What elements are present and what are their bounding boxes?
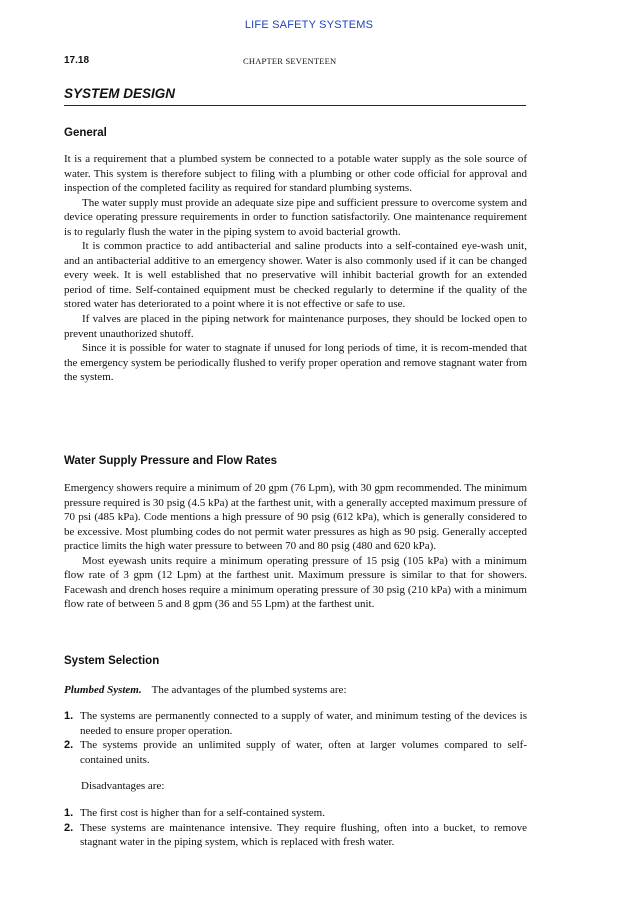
- heading-water-supply: Water Supply Pressure and Flow Rates: [64, 455, 278, 467]
- list-text: These systems are maintenance intensive. They require flushing, often into a bucket, to remove stagnant water in the piping system, which is replaced with fresh water.: [80, 821, 527, 849]
- page-number: 17.18: [64, 55, 90, 66]
- paragraph: Since it is possible for water to stagnate if unused for long periods of time, it is recom-mended that the emergency system be periodically flushed to verify proper operation and remove stagnant water from the system.: [64, 342, 527, 384]
- subhead-text: The advantages of the plumbed systems are:: [151, 684, 347, 696]
- section-rule: [64, 105, 526, 106]
- list-number: 1.: [64, 710, 74, 722]
- chapter-label: CHAPTER SEVENTEEN: [243, 56, 337, 66]
- paragraph: Emergency showers require a minimum of 20 gpm (76 Lpm), with 30 gpm recommended. The minimum pressure required is 30 psig (4.5 kPa) at the farthest unit, with a generally accepted maximum pressure of 70 psi (485 kPa). Code mentions a high pressure of 90 psig (612 kPa), which is generally considered to be excessive. Most plumbing codes do not permit water pressures as high as 90 psig. Generally accepted practice limits the high water pressure to between 70 and 80 psig (480 and 620 kPa).: [64, 482, 527, 553]
- list-number: 2.: [64, 821, 74, 834]
- plumbed-system-subhead: [64, 684, 527, 696]
- paragraph: It is common practice to add antibacterial and saline products into a self-contained eye-wash unit, and an antibacterial additive to an emergency shower. Water is also commonly used if it can be changed every week. It is well established that no preservative will inhibit bacterial growth for an extended period of time. Self-contained equipment must be checked regularly to determine if the quality of the stored water has deteriorated to a point where it is not effective or safe to use.: [64, 240, 527, 311]
- advantages-list: [64, 709, 527, 767]
- subhead-label: Plumbed System.: [64, 684, 142, 696]
- running-head: LIFE SAFETY SYSTEMS: [244, 19, 374, 31]
- list-item: [64, 821, 527, 850]
- list-number: 1.: [64, 807, 74, 819]
- disadvantages-list: [64, 806, 527, 850]
- disadvantages-label: Disadvantages are:: [81, 780, 165, 792]
- list-item: [64, 738, 527, 767]
- paragraph: The water supply must provide an adequate size pipe and sufficient pressure to overcome system and device operating pressure requirements in order to function satisfactorily. One maintenance requirement is to regularly flush the water in the piping system to avoid bacterial growth.: [64, 196, 527, 238]
- list-text: The first cost is higher than for a self-contained system.: [80, 807, 325, 819]
- list-number: 2.: [64, 739, 74, 752]
- list-item: [64, 709, 527, 738]
- heading-system-selection: System Selection: [64, 655, 160, 667]
- list-text: The systems provide an unlimited supply of water, often at larger volumes compared to self-contained units.: [80, 739, 527, 766]
- list-item: [64, 806, 527, 821]
- section-title: SYSTEM DESIGN: [64, 86, 176, 101]
- list-text: The systems are permanently connected to a supply of water, and minimum testing of the devices is needed to ensure proper operation.: [80, 710, 527, 737]
- general-body: [64, 152, 527, 385]
- paragraph: It is a requirement that a plumbed system be connected to a potable water supply as the sole source of water. This system is therefore subject to filing with a plumbing or other code official for approval and inspection of the completed facility as required for standard plumbing systems.: [64, 153, 527, 195]
- heading-general: General: [64, 127, 107, 139]
- paragraph: Most eyewash units require a minimum operating pressure of 15 psig (105 kPa) with a minimum flow rate of 3 gpm (12 Lpm) at the farthest unit. Maximum pressure is similar to that for showers. Facewash and drench hoses require a minimum operating pressure of 30 psig (210 kPa) with a minimum flow rate of between 5 and 8 gpm (36 and 55 Lpm) at the farthest unit.: [64, 554, 527, 611]
- water-supply-body: [64, 481, 527, 612]
- paragraph: If valves are placed in the piping network for maintenance purposes, they should be locked open to prevent unauthorized shutoff.: [64, 313, 527, 340]
